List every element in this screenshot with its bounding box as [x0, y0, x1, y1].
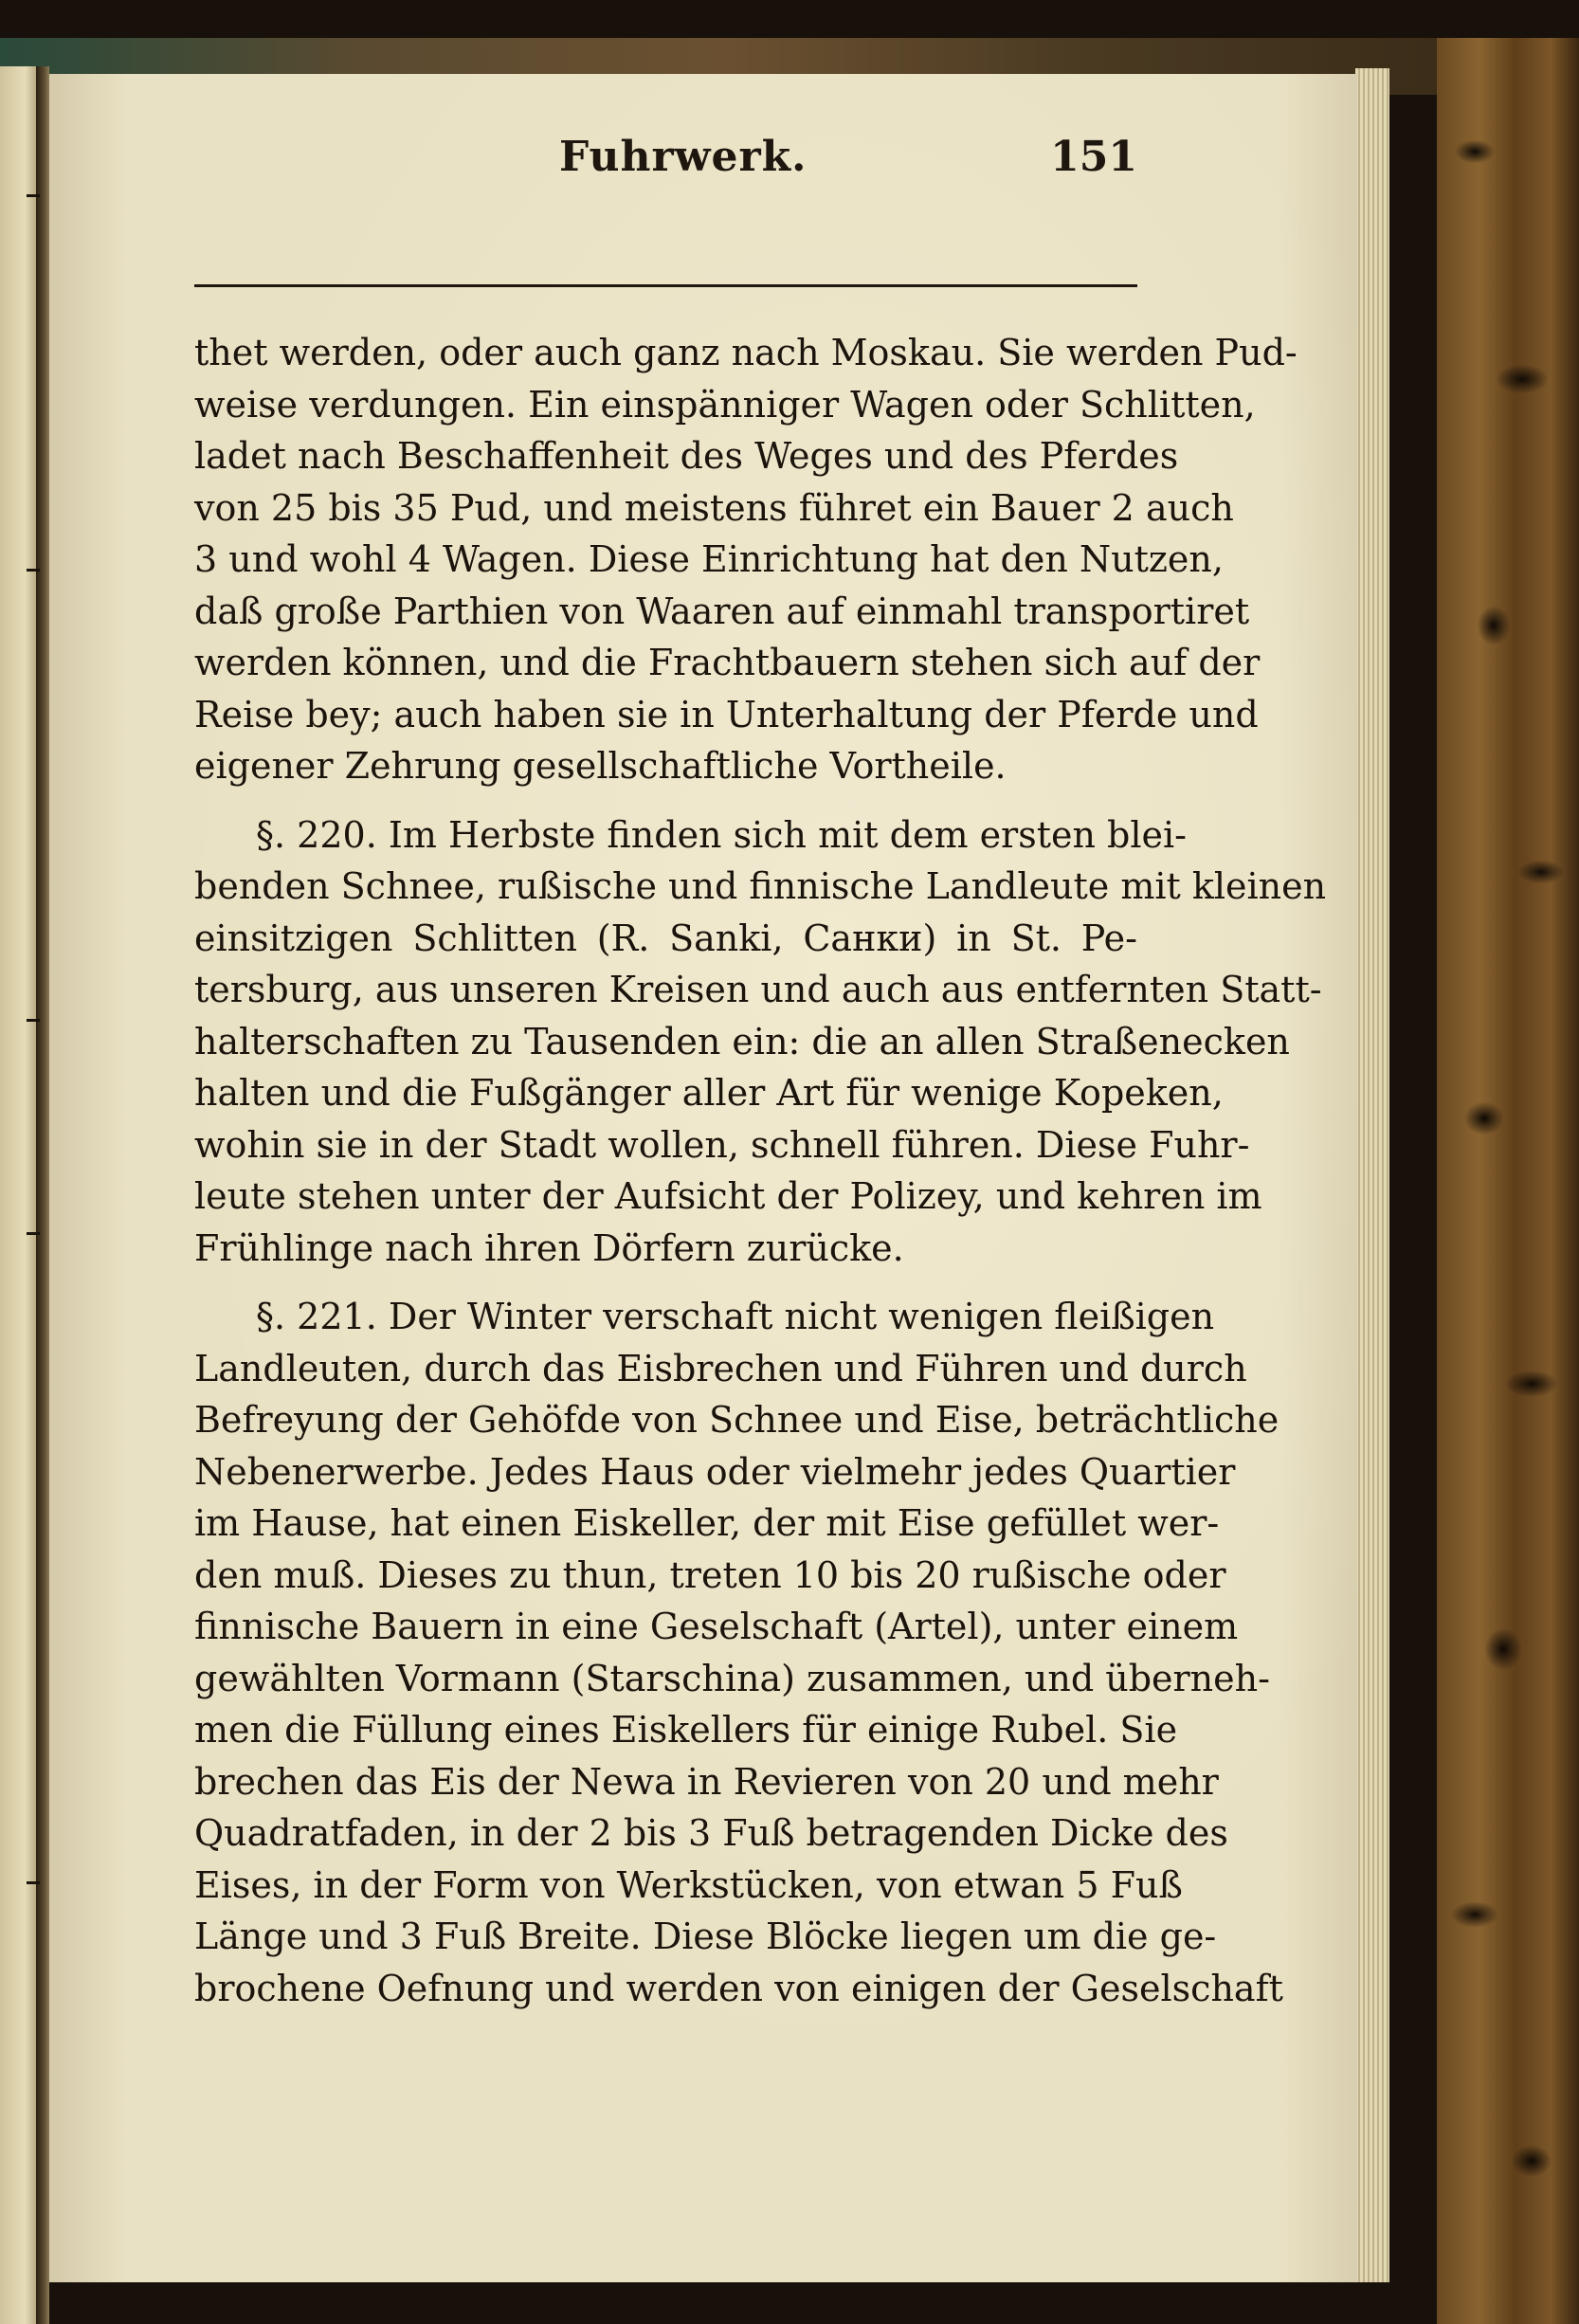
margin-mark: [27, 1881, 40, 1884]
body-text: [194, 327, 1327, 2014]
page-header: [142, 133, 1137, 227]
text-line: weise verdungen. Ein einspänniger Wagen oder Schlitten,: [194, 383, 1256, 426]
header-rule: [194, 284, 1137, 287]
text-line: den muß. Dieses zu thun, treten 10 bis 20 rußische oder: [194, 1553, 1226, 1596]
margin-mark: [27, 569, 40, 572]
paragraph-gap: [194, 1274, 1137, 1291]
text-line: ladet nach Beschaffenheit des Weges und des Pferdes: [194, 435, 1179, 477]
text-line: eigener Zehrung gesellschaftliche Vortheile.: [194, 745, 1007, 787]
text-line: gewählten Vormann (Starschina) zusammen, und überneh-: [194, 1657, 1270, 1699]
text-line: halterschaften zu Tausenden ein: die an allen Straßenecken: [194, 1020, 1290, 1062]
margin-mark: [27, 194, 40, 197]
text-line: Eises, in der Form von Werkstücken, von etwan 5 Fuß: [194, 1863, 1183, 1906]
text-line: von 25 bis 35 Pud, und meistens führet ein Bauer 2 auch: [194, 486, 1234, 529]
text-line: Frühlinge nach ihren Dörfern zurücke.: [194, 1226, 904, 1269]
text-line: einsitzigen Schlitten (R. Sanki, Санки) in St. Pe-: [194, 917, 1137, 959]
paragraph-gap: [194, 792, 1137, 809]
text-line: brochene Oefnung und werden von einigen der Geselschaft: [194, 1967, 1283, 2009]
book-gutter: [36, 66, 49, 2324]
text-line: brechen das Eis der Newa in Revieren von 20 und mehr: [194, 1760, 1219, 1803]
text-line: wohin sie in der Stadt wollen, schnell führen. Diese Fuhr-: [194, 1123, 1250, 1166]
text-line: halten und die Fußgänger aller Art für wenige Kopeken,: [194, 1072, 1224, 1114]
text-line: leute stehen unter der Aufsicht der Polizey, und kehren im: [194, 1175, 1262, 1217]
text-line: Länge und 3 Fuß Breite. Diese Blöcke liegen um die ge-: [194, 1915, 1217, 1957]
marbled-cover: [1437, 38, 1579, 2324]
running-title: Fuhrwerk.: [559, 133, 808, 181]
margin-mark: [27, 1019, 40, 1022]
text-line: men die Füllung eines Eiskellers für einige Rubel. Sie: [194, 1709, 1178, 1751]
facing-page-edge: [0, 66, 36, 2324]
text-line: im Hause, hat einen Eiskeller, der mit Eise gefüllet wer-: [194, 1502, 1220, 1544]
text-line: 3 und wohl 4 Wagen. Diese Einrichtung hat den Nutzen,: [194, 538, 1224, 580]
margin-mark: [27, 1232, 40, 1235]
text-line: benden Schnee, rußische und finnische Landleute mit kleinen: [194, 865, 1327, 907]
text-line: Quadratfaden, in der 2 bis 3 Fuß betragenden Dicke des: [194, 1812, 1228, 1854]
text-line: daß große Parthien von Waaren auf einmahl transportiret: [194, 590, 1250, 632]
text-line: werden können, und die Frachtbauern stehen sich auf der: [194, 642, 1261, 683]
text-line: Nebenerwerbe. Jedes Haus oder vielmehr jedes Quartier: [194, 1450, 1236, 1493]
text-line: §. 221. Der Winter verschaft nicht wenigen fleißigen: [256, 1296, 1215, 1337]
text-line: Landleuten, durch das Eisbrechen und Führen und durch: [194, 1347, 1247, 1389]
text-line: tersburg, aus unseren Kreisen und auch aus entfernten Statt-: [194, 969, 1322, 1010]
page-edges: [1355, 68, 1389, 2282]
text-line: finnische Bauern in eine Geselschaft (Artel), unter einem: [194, 1606, 1239, 1647]
text-line: §. 220. Im Herbste finden sich mit dem ersten blei-: [256, 813, 1187, 856]
text-line: Reise bey; auch haben sie in Unterhaltung der Pferde und: [194, 693, 1259, 735]
page-number: 151: [1050, 133, 1137, 181]
text-line: Befreyung der Gehöfde von Schnee und Eise, beträchtliche: [194, 1399, 1280, 1441]
text-line: thet werden, oder auch ganz nach Moskau. Sie werden Pud-: [194, 332, 1298, 373]
